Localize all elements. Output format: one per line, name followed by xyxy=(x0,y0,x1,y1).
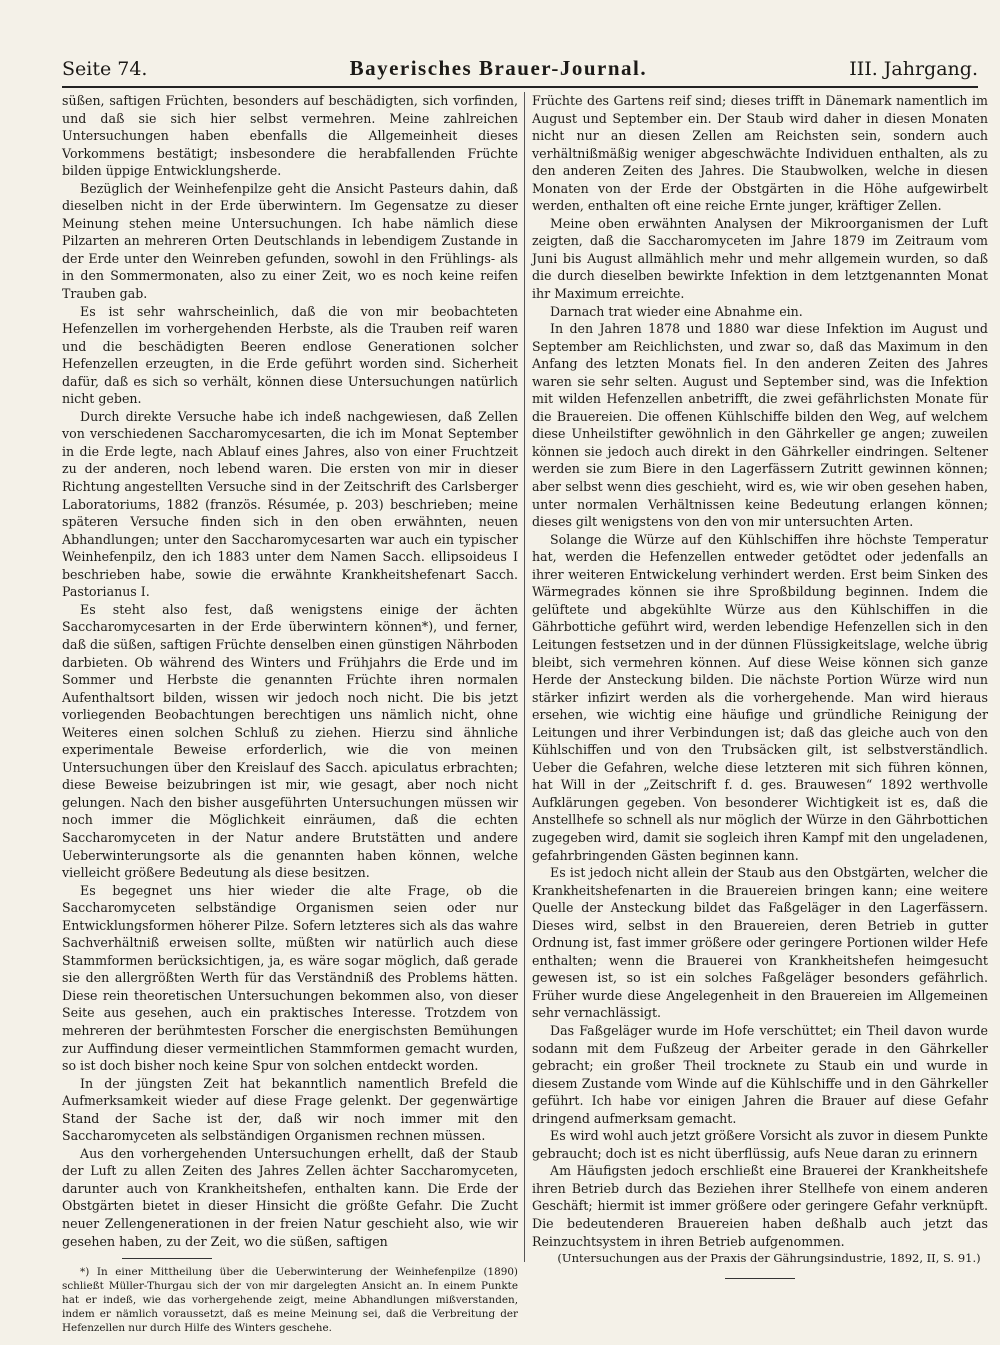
volume-label: III. Jahrgang. xyxy=(849,58,978,80)
footnote-rule xyxy=(122,1258,212,1259)
page-header xyxy=(62,56,978,82)
paragraph: Bezüglich der Weinhefenpilze geht die Ansicht Pasteurs dahin, daß dieselben nicht in der Erde überwintern. Im Gegensatze zu dieser Meinung stehen meine Untersuchungen. Ich habe nämlich diese Pilzarten an mehreren Orten Deutschlands in lebendigem Zustande in der Erde unter den Weinreben gefunden, sowohl in den Frühlings- als in den Sommermonaten, also zu einer Zeit, wo es noch keine reifen Trauben gab. xyxy=(62,180,518,302)
footnote xyxy=(62,1265,518,1335)
left-column xyxy=(62,92,518,1335)
paragraph: süßen, saftigen Früchten, besonders auf beschädigten, sich vorfinden, und daß sie sich hier selbst vermehren. Meine zahlreichen Untersuchungen haben ebenfalls die Allgemeinheit dieses Vorkommens bestätigt; insbesondere die herabfallenden Früchte bilden üppige Entwicklungsherde. xyxy=(62,93,518,179)
paragraph: Am Häufigsten jedoch erschließt eine Brauerei der Krankheitshefe ihren Betrieb durch das Beziehen ihrer Stellhefe von einem anderen Geschäft; hiermit ist immer größere oder geringere Gefahr verknüpft. Die bedeutenderen Brauereien haben deßhalb auch jetzt das Reinzuchtsystem in ihren Betrieb aufgenommen. xyxy=(532,1163,988,1249)
source-citation: (Untersuchungen aus der Praxis der Gährungsindustrie, 1892, II, S. 91.) xyxy=(557,1251,981,1266)
paragraph: Es ist sehr wahrscheinlich, daß die von mir beobachteten Hefenzellen im vorhergehenden Herbste, als die Trauben reif waren und die beschädigten Beeren endlose Generationen solcher Hefenzellen erzeugten, in die Erde geführt worden sind. Sicherheit dafür, daß es sich so verhält, können diese Untersuchungen natürlich nicht geben. xyxy=(62,303,518,407)
paragraph: Es begegnet uns hier wieder die alte Frage, ob die Saccharomyceten selbständige Organismen seien oder nur Entwicklungsformen höherer Pilze. Sofern letzteres sich als das wahre Sachverhältniß erweisen sollte, müßten wir natürlich auch diese Stammformen berücksichtigen, ja, es wäre sogar möglich, daß gerade sie den allergrößten Werth für das Verständniß des Problems hätten. Diese rein theoretischen Untersuchungen bekommen also, von dieser Seite aus gesehen, auch ein praktisches Interesse. Trotzdem von mehreren der berühmtesten Forscher die energischsten Bemühungen zur Auffindung dieser vermeintlichen Stammformen gemacht wurden, so ist doch bisher noch keine Spur von solchen entdeckt worden. xyxy=(62,882,518,1074)
journal-title: Bayerisches Brauer-Journal. xyxy=(349,56,648,80)
paragraph: Aus den vorhergehenden Untersuchungen erhellt, daß der Staub der Luft zu allen Zeiten des Jahres Zellen ächter Saccharomyceten, darunter auch von Krankheitshefen, enthalten kann. Die Erde der Obstgärten bietet in dieser Hinsicht die größte Gefahr. Die Zucht neuer Zellengenerationen in der freien Natur geschieht also, wie wir gesehen haben, zu der Zeit, wo die süßen, saftigen xyxy=(62,1145,518,1249)
paragraph: Es steht also fest, daß wenigstens einige der ächten Saccharomycesarten in der Erde überwintern können*), und ferner, daß die süßen, saftigen Früchte denselben einen günstigen Nährboden darbieten. Ob während des Winters und Frühjahrs die Erde und im Sommer und Herbste die genannten Früchte ihren normalen Aufenthaltsort bilden, wissen wir jedoch noch nicht. Die bis jetzt vorliegenden Beobachtungen berechtigen uns nämlich nicht, ohne Weiteres einen solchen Schluß zu ziehen. Hierzu sind ähnliche experimentale Beweise erforderlich, wie die von meinen Untersuchungen über den Kreislauf des Sacch. apiculatus erbrachten; diese Beweise beizubringen ist mir, wie gesagt, aber noch nicht gelungen. Nach den bisher ausgeführten Untersuchungen müssen wir noch immer die Möglichkeit einräumen, daß die echten Saccharomyceten in der Natur andere Brutstätten und andere Ueberwinterungsorte als die genannten haben können, welche vielleicht größere Bedeutung als diese besitzen. xyxy=(62,601,518,881)
paragraph: Das Faßgeläger wurde im Hofe verschüttet; ein Theil davon wurde sodann mit dem Fußzeug der Arbeiter gerade in den Gährkeller gebracht; ein großer Theil trocknete zu Staub ein und wurde in diesem Zustande vom Winde auf die Kühlschiffe und in den Gährkeller geführt. Ich habe vor einigen Jahren die Brauer auf diese Gefahr dringend aufmerksam gemacht. xyxy=(532,1022,988,1126)
right-column xyxy=(532,92,988,1322)
page-number: Seite 74. xyxy=(62,58,148,80)
paragraph: Durch direkte Versuche habe ich indeß nachgewiesen, daß Zellen von verschiedenen Saccharomycesarten, die ich im Monat September in die Erde legte, nach Ablauf eines Jahres, also von einer Fruchtzeit zu der anderen, noch lebend waren. Die ersten von mir in dieser Richtung angestellten Versuche sind in der Zeitschrift des Carlsberger Laboratoriums, 1882 (französ. Résumée, p. 203) beschrieben; meine späteren Versuche finden sich in den oben erwähnten, neuen Abhandlungen; unter den Saccharomycesarten war auch ein typischer Weinhefenpilz, den ich 1883 unter dem Namen Sacch. ellipsoideus I beschrieben habe, sowie die erwähnte Krankheitshefenart Sacch. Pastorianus I. xyxy=(62,408,518,600)
paragraph: Solange die Würze auf den Kühlschiffen ihre höchste Temperatur hat, werden die Hefenzellen entweder getödtet oder jedenfalls an ihrer weiteren Entwickelung verhindert werden. Erst beim Sinken des Wärmegrades können sie ihre Sproßbildung beginnen. Indem die gelüftete und abgekühlte Würze aus den Kühlschiffen in die Gährbottiche geführt wird, werden lebendige Hefenzellen sich in den Leitungen festsetzen und in der dünnen Flüssigkeitslage, welche übrig bleibt, sich vermehren können. Auf diese Weise können sich ganze Herde der Ansteckung bilden. Die nächste Portion Würze wird nun stärker infizirt werden als die vorhergehende. Man wird hieraus ersehen, wie wichtig eine häufige und gründliche Reinigung der Leitungen und ihrer Verbindungen ist; daß das gleiche auch von den Kühlschiffen und von den Trubsäcken gilt, ist selbstverständlich. Ueber die Gefahren, welche diese letzteren mit sich führen können, hat Will in der „Zeitschrift f. d. ges. Brauwesen“ 1892 werthvolle Aufklärungen gegeben. Von besonderer Wichtigkeit ist es, daß die Anstellhefe so schnell als nur möglich der Würze in den Gährbottichen zugegeben wird, damit sie sogleich ihren Kampf mit den ungeladenen, gefahrbringenden Gästen beginnen kann. xyxy=(532,531,988,863)
paragraph: Es wird wohl auch jetzt größere Vorsicht als zuvor in diesem Punkte gebraucht; doch ist es nicht überflüssig, aufs Neue daran zu erinnern xyxy=(532,1128,988,1161)
header-rule xyxy=(62,86,978,88)
footnote-text: *) In einer Mittheilung über die Ueberwinterung der Weinhefenpilze (1890) schließt Müller-Thurgau sich der von mir dargelegten Ansicht an. In einem Punkte hat er indeß, wie das vorhergehende zeigt, meine Abhandlungen mißverstanden, indem er nämlich voraussetzt, daß es meine Meinung sei, daß die Verbreitung der Hefenzellen nur durch Hilfe des Winters geschehe. xyxy=(62,1266,518,1335)
paragraph: Es ist jedoch nicht allein der Staub aus den Obstgärten, welcher die Krankheitshefenarten in die Brauereien bringen kann; eine weitere Quelle der Ansteckung bildet das Faßgeläger in den Lagerfässern. Dieses wird, selbst in den Brauereien, deren Betrieb in gutter Ordnung ist, fast immer größere oder geringere Portionen wilder Hefe enthalten; wenn die Brauerei von Krankheitshefen heimgesucht gewesen ist, so ist ein solches Faßgeläger besonders gefährlich. Früher wurde diese Angelegenheit in den Brauereien im Allgemeinen sehr vernachlässigt. xyxy=(532,865,988,1021)
paragraph: Früchte des Gartens reif sind; dieses trifft in Dänemark namentlich im August und September ein. Der Staub wird daher in diesen Monaten nicht nur an diesen Zellen am Reichsten sein, sondern auch verhältnißmäßig weniger abgeschwächte Individuen enthalten, als zu den anderen Zeiten des Jahres. Die Staubwolken, welche in diesen Monaten von der Erde der Obstgärten in die Höhe aufgewirbelt werden, enthalten oft eine reiche Ernte junger, kräftiger Zellen. xyxy=(532,93,988,214)
paragraph: Darnach trat wieder eine Abnahme ein. xyxy=(550,303,803,319)
end-rule xyxy=(725,1278,795,1279)
paragraph: In der jüngsten Zeit hat bekanntlich namentlich Brefeld die Aufmerksamkeit wieder auf diese Frage gelenkt. Der gegenwärtige Stand der Sache ist der, daß wir noch immer mit den Saccharomyceten als selbständigen Organismen rechnen müssen. xyxy=(62,1075,518,1144)
paragraph: In den Jahren 1878 und 1880 war diese Infektion im August und September am Reichlichsten, und zwar so, daß das Maximum in den Anfang des letzten Monats fiel. In den anderen Zeiten des Jahres waren sie sehr selten. August und September sind, was die Infektion mit wilden Hefenzellen anbetrifft, die zwei gefährlichsten Monate für die Brauereien. Die offenen Kühlschiffe bilden den Weg, auf welchem diese Unheilstifter gewöhnlich in den Gährkeller ge angen; zuweilen können sie jedoch auch direkt in den Gährkeller eindringen. Seltener werden sie zum Biere in den Lagerfässern Zutritt gewinnen können; aber selbst wenn dies geschieht, wird es, wie wir oben gesehen haben, unter normalen Verhältnissen keine Bedeutung erlangen können; dieses gilt wenigstens von den von mir untersuchten Arten. xyxy=(532,321,988,530)
paragraph: Meine oben erwähnten Analysen der Mikroorganismen der Luft zeigten, daß die Saccharomyceten im Jahre 1879 im Zeitraum vom Juni bis August allmählich mehr und mehr allgemein wurden, so daß die durch dieselben bewirkte Infektion in dem letztgenannten Monat ihr Maximum erreichte. xyxy=(532,215,988,302)
column-divider xyxy=(524,92,525,1262)
